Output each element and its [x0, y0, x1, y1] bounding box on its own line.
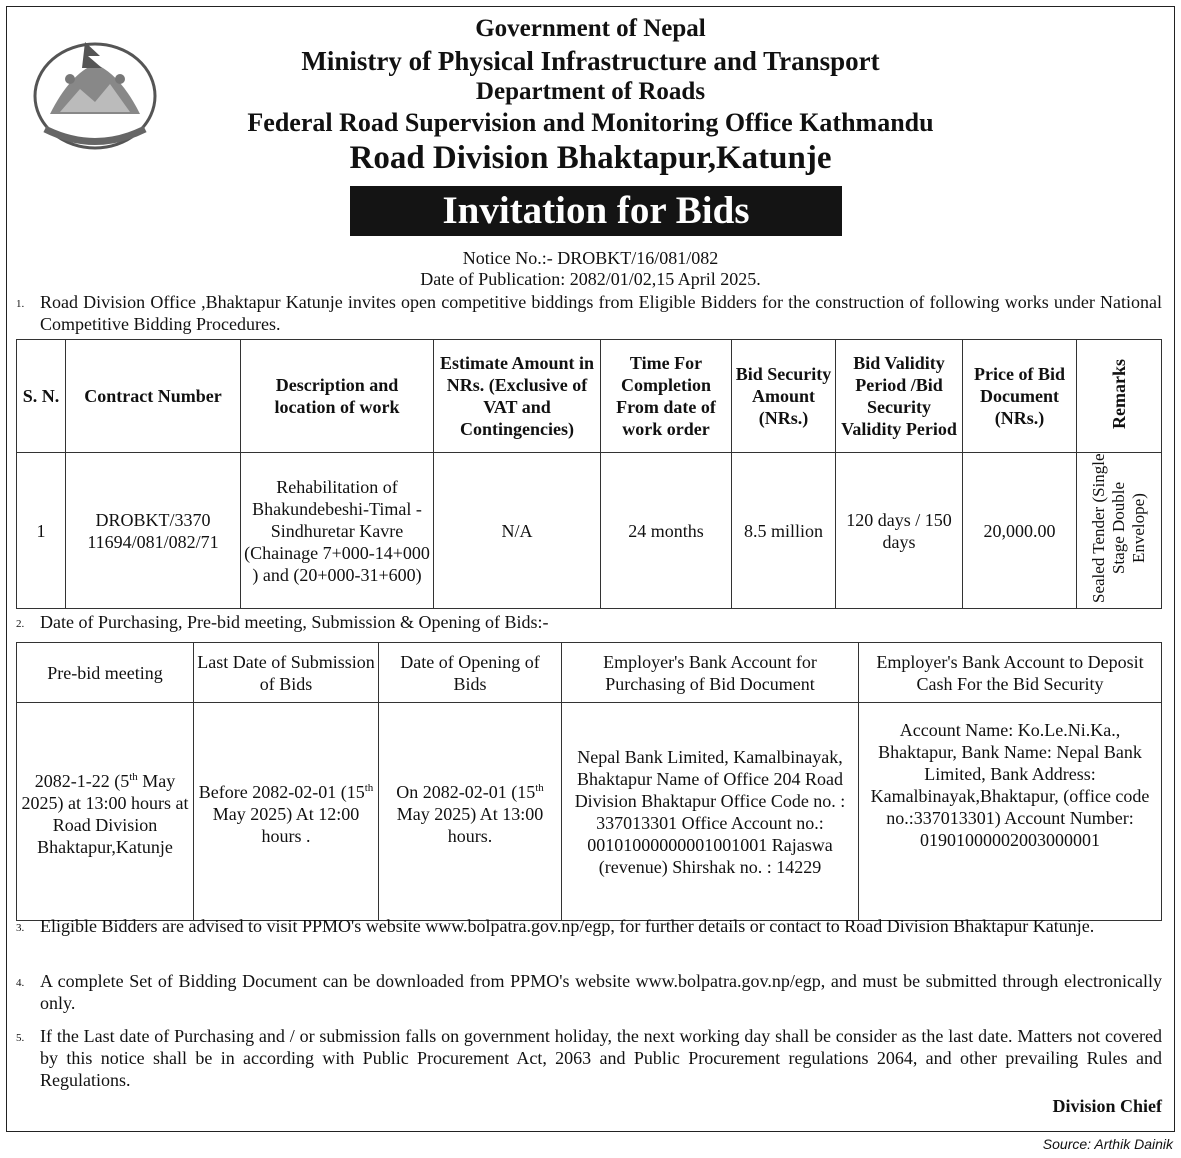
col-time: Time For Completion From date of work order: [601, 340, 732, 453]
header-government: Government of Nepal: [475, 15, 706, 42]
source-credit: Source: Arthik Dainik: [1042, 1136, 1173, 1152]
header-department: Department of Roads: [475, 78, 706, 105]
col-sn: S. N.: [17, 340, 66, 453]
cell-validity: 120 days / 150 days: [836, 453, 963, 609]
cell-remarks: Sealed Tender (Single Stage Double Envelope): [1077, 453, 1162, 609]
col-remarks: Remarks: [1077, 340, 1162, 453]
col-validity: Bid Validity Period /Bid Security Validity Period: [836, 340, 963, 453]
cell-purchase-account: Nepal Bank Limited, Kamalbinayak, Bhaktapur Name of Office 204 Road Division Bhaktapur Office Code no. : 337013301 Office Account no.: 00101000000001001001 Rajaswa (revenue) Shirshak no. : 14229: [562, 703, 859, 921]
dates-table: [16, 642, 1162, 921]
table-row: [17, 703, 1162, 921]
paragraph-number: 3.: [16, 922, 25, 934]
cell-submission: Before 2082-02-01 (15th May 2025) At 12:00 hours .: [194, 703, 379, 921]
table-row: [17, 453, 1162, 609]
works-table: [16, 339, 1162, 609]
paragraph-3: [16, 915, 1162, 937]
col-contract: Contract Number: [66, 340, 241, 453]
paragraph-text: If the Last date of Purchasing and / or submission falls on government holiday, the next working day shall be consider as the last date. Matters not covered by this notice shall be in according with Public Procurement Act, 2063 and Public Procurement regulations 2064, and other prevailing Rules and Regulations.: [40, 1026, 1162, 1090]
col-purchase-account: Employer's Bank Account for Purchasing of Bid Document: [562, 643, 859, 703]
header-ministry: Ministry of Physical Infrastructure and Transport: [301, 46, 880, 76]
title-banner: Invitation for Bids: [350, 186, 842, 236]
publication-date: Date of Publication: 2082/01/02,15 April 2025.: [420, 269, 761, 289]
table-header-row: [17, 340, 1162, 453]
paragraph-number: 2.: [16, 618, 25, 630]
paragraph-5: [16, 1025, 1162, 1091]
cell-security: 8.5 million: [732, 453, 836, 609]
cell-price: 20,000.00: [963, 453, 1077, 609]
paragraph-text: Date of Purchasing, Pre-bid meeting, Submission & Opening of Bids:-: [40, 612, 549, 632]
col-price: Price of Bid Document (NRs.): [963, 340, 1077, 453]
header-division: Road Division Bhaktapur,Katunje: [349, 140, 832, 176]
cell-estimate: N/A: [434, 453, 601, 609]
paragraph-number: 1.: [16, 298, 25, 310]
paragraph-text: Eligible Bidders are advised to visit PPMO's website www.bolpatra.gov.np/egp, for further details or contact to Road Division Bhaktapur Katunje.: [40, 916, 1095, 936]
col-estimate: Estimate Amount in NRs. (Exclusive of VAT and Contingencies): [434, 340, 601, 453]
cell-opening: On 2082-02-01 (15th May 2025) At 13:00 hours.: [379, 703, 562, 921]
col-prebid: Pre-bid meeting: [17, 643, 194, 703]
signature-title: Division Chief: [1052, 1096, 1162, 1116]
header-office: Federal Road Supervision and Monitoring Office Kathmandu: [247, 108, 934, 137]
paragraph-number: 4.: [16, 977, 25, 989]
paragraph-4: [16, 970, 1162, 1014]
paragraph-text: A complete Set of Bidding Document can be downloaded from PPMO's website www.bolpatra.gov.np/egp, and must be submitted through electronically only.: [40, 971, 1162, 1013]
col-deposit-account: Employer's Bank Account to Deposit Cash For the Bid Security: [859, 643, 1162, 703]
paragraph-2: [16, 611, 1162, 633]
col-description: Description and location of work: [241, 340, 434, 453]
notice-info: [0, 248, 1181, 290]
cell-sn: 1: [17, 453, 66, 609]
cell-deposit-account: Account Name: Ko.Le.Ni.Ka., Bhaktapur, Bank Name: Nepal Bank Limited, Bank Address: Kamalbinayak,Bhaktapur, (office code no.:337013301) Account Number: 01901000002003000001: [859, 703, 1162, 921]
cell-prebid: 2082-1-22 (5th May 2025) at 13:00 hours at Road Division Bhaktapur,Katunje: [17, 703, 194, 921]
col-submission: Last Date of Submission of Bids: [194, 643, 379, 703]
table-header-row: [17, 643, 1162, 703]
cell-contract: DROBKT/3370 11694/081/082/71: [66, 453, 241, 609]
paragraph-1: [16, 291, 1162, 335]
paragraph-number: 5.: [16, 1032, 25, 1044]
col-opening: Date of Opening of Bids: [379, 643, 562, 703]
cell-time: 24 months: [601, 453, 732, 609]
notice-number: Notice No.:- DROBKT/16/081/082: [462, 248, 719, 268]
cell-description: Rehabilitation of Bhakundebeshi-Timal -Sindhuretar Kavre (Chainage 7+000-14+000 ) and (20+000-31+600): [241, 453, 434, 609]
col-security: Bid Security Amount (NRs.): [732, 340, 836, 453]
paragraph-text: Road Division Office ,Bhaktapur Katunje invites open competitive biddings from Eligible Bidders for the construction of following works under National Competitive Bidding Procedures.: [40, 292, 1162, 334]
